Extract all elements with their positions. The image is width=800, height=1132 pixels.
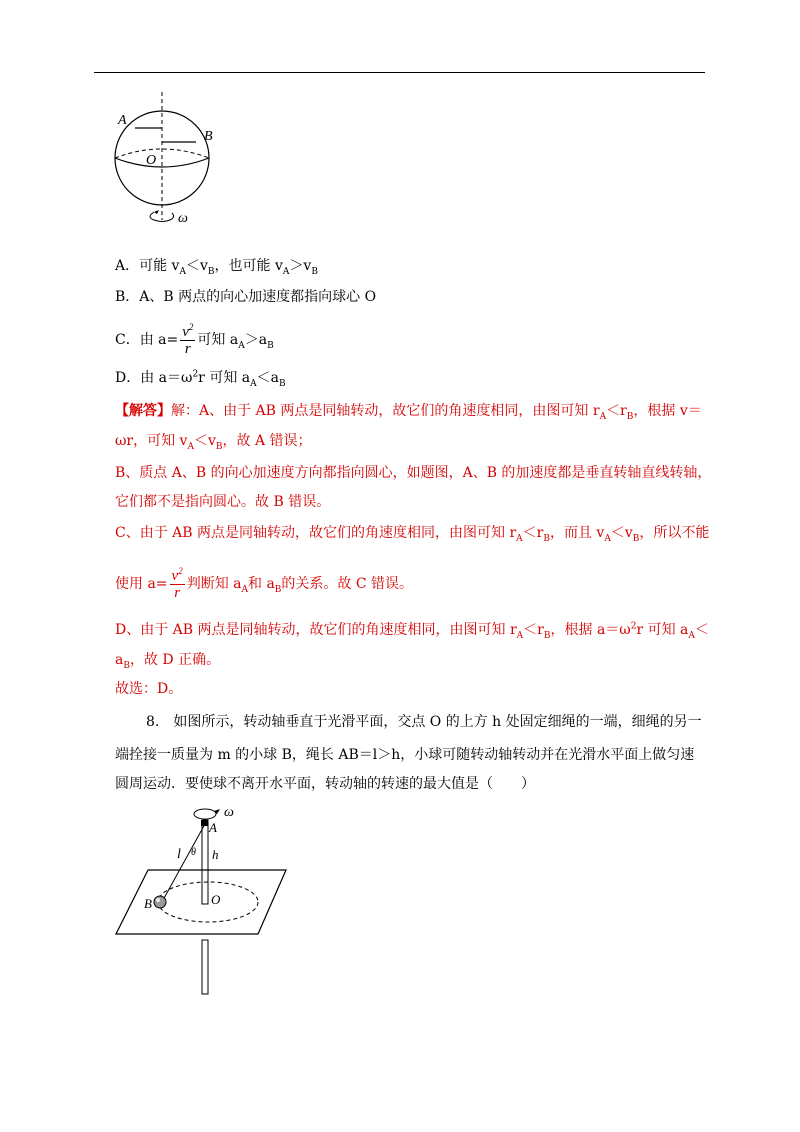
answer-tag: 【解答】 xyxy=(115,403,171,419)
rotation-arrowhead xyxy=(214,809,220,814)
axis-lower xyxy=(202,940,208,994)
question-8-line-1: 8. 如图所示，转动轴垂直于光滑平面，交点 O 的上方 h 处固定细绳的一端，细绳的另一 xyxy=(146,714,702,730)
answer-b-line-2: 它们都不是指向圆心。故 B 错误。 xyxy=(115,494,331,510)
label-a: A xyxy=(118,113,127,128)
label-b: B xyxy=(144,896,152,911)
option-a: A．可能 $v_A<v_B$，也可能 $v_A>v_B$ xyxy=(115,258,318,277)
label-omega: ω xyxy=(224,805,234,820)
label-b: B xyxy=(204,129,213,144)
label-omega: ω xyxy=(178,211,188,226)
label-a: A xyxy=(209,820,217,835)
ball-highlight xyxy=(156,898,160,902)
label-h: h xyxy=(212,847,219,862)
label-o: O xyxy=(146,153,157,168)
question-8-line-2: 端拴接一质量为 m 的小球 B，绳长 AB＝l＞h，小球可随转动轴转动并在光滑水平面上做匀速 xyxy=(115,747,695,763)
option-c: C．由 a= $\frac{v^2}{r}$ 可知 $a_A>a_B$ xyxy=(115,321,274,357)
horizontal-plane xyxy=(116,870,286,934)
rotation-arrowhead xyxy=(154,210,159,214)
rope-ab xyxy=(163,824,205,900)
label-l: l xyxy=(177,847,181,862)
answer-line-1: 【解答】解：A、由于 AB 两点是同轴转动，故它们的角速度相同，由图可知 $r_A<r_B$，根据 v＝ xyxy=(115,403,702,422)
question-8-line-3: 圆周运动．要使球不离开水平面，转动轴的转速的最大值是（ ） xyxy=(115,776,535,792)
answer-c-line-2: 使用 a= $\frac{v^2}{r}$ 判断知 $a_A$和 $a_B$的关系。故 C 错误。 xyxy=(115,565,414,601)
answer-choice: 故选：D。 xyxy=(115,681,183,697)
rotation-plane-figure xyxy=(108,798,308,998)
header-rule xyxy=(94,72,705,73)
axis-upper xyxy=(202,820,208,904)
answer-d-line-1: D、由于 AB 两点是同轴转动，故它们的角速度相同，由图可知 $r_A<r_B$，根据 $a=\omega^2r$ 可知 $a_A<$ xyxy=(115,621,709,641)
answer-d-line-2: $a_B$，故 D 正确。 xyxy=(115,652,221,671)
label-o: O xyxy=(211,892,221,907)
ball-b xyxy=(154,896,166,908)
sphere-figure xyxy=(108,90,228,230)
answer-b-line-1: B、质点 A、B 的向心加速度方向都指向圆心，如题图，A、B 的加速度都是垂直转轴直线转轴， xyxy=(115,465,712,481)
label-theta: θ xyxy=(191,847,196,858)
rotation-arrow xyxy=(194,809,216,819)
option-d: D．由 $a=\omega^2r$ 可知 $a_A<a_B$ xyxy=(115,369,286,389)
answer-line-2: ωr，可知 $v_A<v_B$，故 A 错误； xyxy=(115,433,312,452)
answer-c-line-1: C、由于 AB 两点是同轴转动，故它们的角速度相同，由图可知 $r_A<r_B$，而且 $v_A<v_B$，所以不能 xyxy=(115,525,710,544)
option-b: B．A、B 两点的向心加速度都指向球心 O xyxy=(115,289,377,305)
